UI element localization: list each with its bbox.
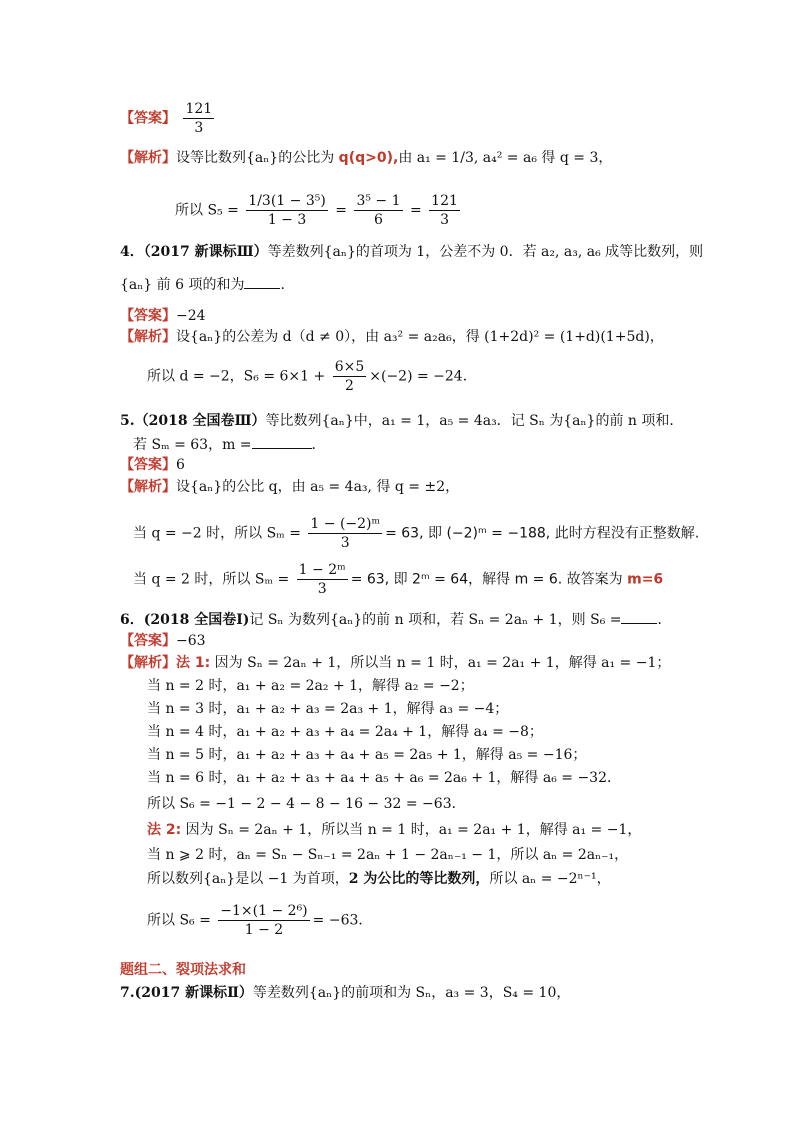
- answer-label: 【答案】: [120, 110, 176, 127]
- q5-answer-line: 【答案】6: [120, 457, 185, 473]
- q5-analysis-line2: 当 q = −2 时，所以 Sₘ = $\frac{\text{1 − (−2)ᵐ}}{3}$ = 63, 即 (−2)ᵐ = −188, 此时方程没有正整数解.: [133, 516, 700, 551]
- q4-analysis-line1: 【解析】设{aₙ}的公差为 d（d ≠ 0），由 a₃² = a₂a₆，得 (1+2d)² = (1+d)(1+5d)，: [120, 329, 664, 345]
- q6-method1-line3: 当 n = 3 时，a₁ + a₂ + a₃ = 2a₃ + 1，解得 a₃ = −4；: [147, 701, 509, 717]
- q6-method1-line7: 所以 S₆ = −1 − 2 − 4 − 8 − 16 − 32 = −63．: [147, 796, 466, 812]
- q3-analysis-line1: 【解析】设等比数列{aₙ}的公比为 q(q>0),由 a₁ = 1/3, a₄² = a₆ 得 q = 3，: [120, 150, 613, 166]
- q6-method1-line4: 当 n = 4 时，a₁ + a₂ + a₃ + a₄ = 2a₄ + 1，解得 a₄ = −8；: [147, 724, 543, 740]
- q4-answer-line: 【答案】−24: [120, 308, 206, 324]
- q6-method2-line4: 所以 S₆ = $\frac{\text{−1×(1 − 2⁶)}}{1 - 2}$ = −63．: [147, 903, 373, 938]
- q4-answer-blank: [244, 274, 280, 289]
- q6-method2-line2: 当 n ⩾ 2 时，aₙ = Sₙ − Sₙ₋₁ = 2aₙ + 1 − 2aₙ₋₁ − 1，所以 aₙ = 2aₙ₋₁，: [147, 847, 629, 863]
- q6-method2-line3: 所以数列{aₙ}是以 −1 为首项，2 为公比的等比数列，所以 aₙ = −2ⁿ⁻¹，: [147, 871, 611, 887]
- q6-question-line1: 6．(2018 全国卷Ⅰ)记 Sₙ 为数列{aₙ}的前 n 项和，若 Sₙ = 2aₙ + 1，则 S₆ = ．: [120, 609, 671, 630]
- q5-analysis-line3: 当 q = 2 时，所以 Sₘ = $\frac{\text{1 − 2ᵐ}}{3}$ = 63, 即 2ᵐ = 64，解得 m = 6. 故答案为 m=6: [133, 562, 664, 597]
- q6-method1-line6: 当 n = 6 时，a₁ + a₂ + a₃ + a₄ + a₅ + a₆ = 2a₆ + 1，解得 a₆ = −32．: [147, 770, 621, 786]
- q5-analysis-line1: 【解析】设{aₙ}的公比 q，由 a₅ = 4a₃, 得 q = ±2，: [120, 479, 460, 495]
- q3-analysis-line2: 所以 S₅ = $\frac{\text{1/3(1 − 3⁵)}}{1 - 3}$ = $\frac{\text{3⁵ − 1}}{6}$ = $\frac{121}{3}$: [175, 193, 458, 228]
- q4-question-line1: 4．（2017 新课标Ⅲ）等差数列{aₙ}的首项为 1，公差不为 0．若 a₂, a₃, a₆ 成等比数列，则: [120, 244, 704, 260]
- q5-question-line2: 若 Sₘ = 63，m = ．: [133, 434, 326, 455]
- q6-answer-line: 【答案】−63: [120, 633, 206, 649]
- section-title: 题组二、裂项法求和: [120, 962, 246, 978]
- q5-question-line1: 5.（2018 全国卷Ⅲ）等比数列{aₙ}中，a₁ = 1，a₅ = 4a₃．记 Sₙ 为{aₙ}的前 n 项和．: [120, 413, 684, 429]
- q6-method1-line5: 当 n = 5 时，a₁ + a₂ + a₃ + a₄ + a₅ = 2a₅ + 1，解得 a₅ = −16；: [147, 747, 587, 763]
- q3-answer-fraction: $\frac{121}{3}$: [185, 101, 213, 136]
- q5-answer-blank: [252, 434, 312, 449]
- q4-analysis-line2: 所以 d = −2，S₆ = 6×1 + $\frac{6\times 5}{2}$ ×(−2) = −24．: [147, 359, 477, 394]
- analysis-label: 【解析】: [120, 150, 176, 166]
- q6-method2-line1: 法 2: 因为 Sₙ = 2aₙ + 1，所以当 n = 1 时，a₁ = 2a₁ + 1，解得 a₁ = −1，: [147, 822, 642, 838]
- q7-question-line1: 7.(2017 新课标Ⅱ）等差数列{aₙ}的前项和为 Sₙ，a₃ = 3，S₄ = 10，: [120, 985, 571, 1001]
- q6-answer-blank: [621, 609, 657, 624]
- q3-answer-line: [120, 100, 217, 137]
- q6-method1-line1: 【解析】法 1: 因为 Sₙ = 2aₙ + 1，所以当 n = 1 时，a₁ = 2a₁ + 1，解得 a₁ = −1；: [120, 655, 671, 671]
- q4-question-line2: {aₙ} 前 6 项的和为 .: [120, 274, 285, 295]
- q6-method1-line2: 当 n = 2 时，a₁ + a₂ = 2a₂ + 1，解得 a₂ = −2；: [147, 678, 474, 694]
